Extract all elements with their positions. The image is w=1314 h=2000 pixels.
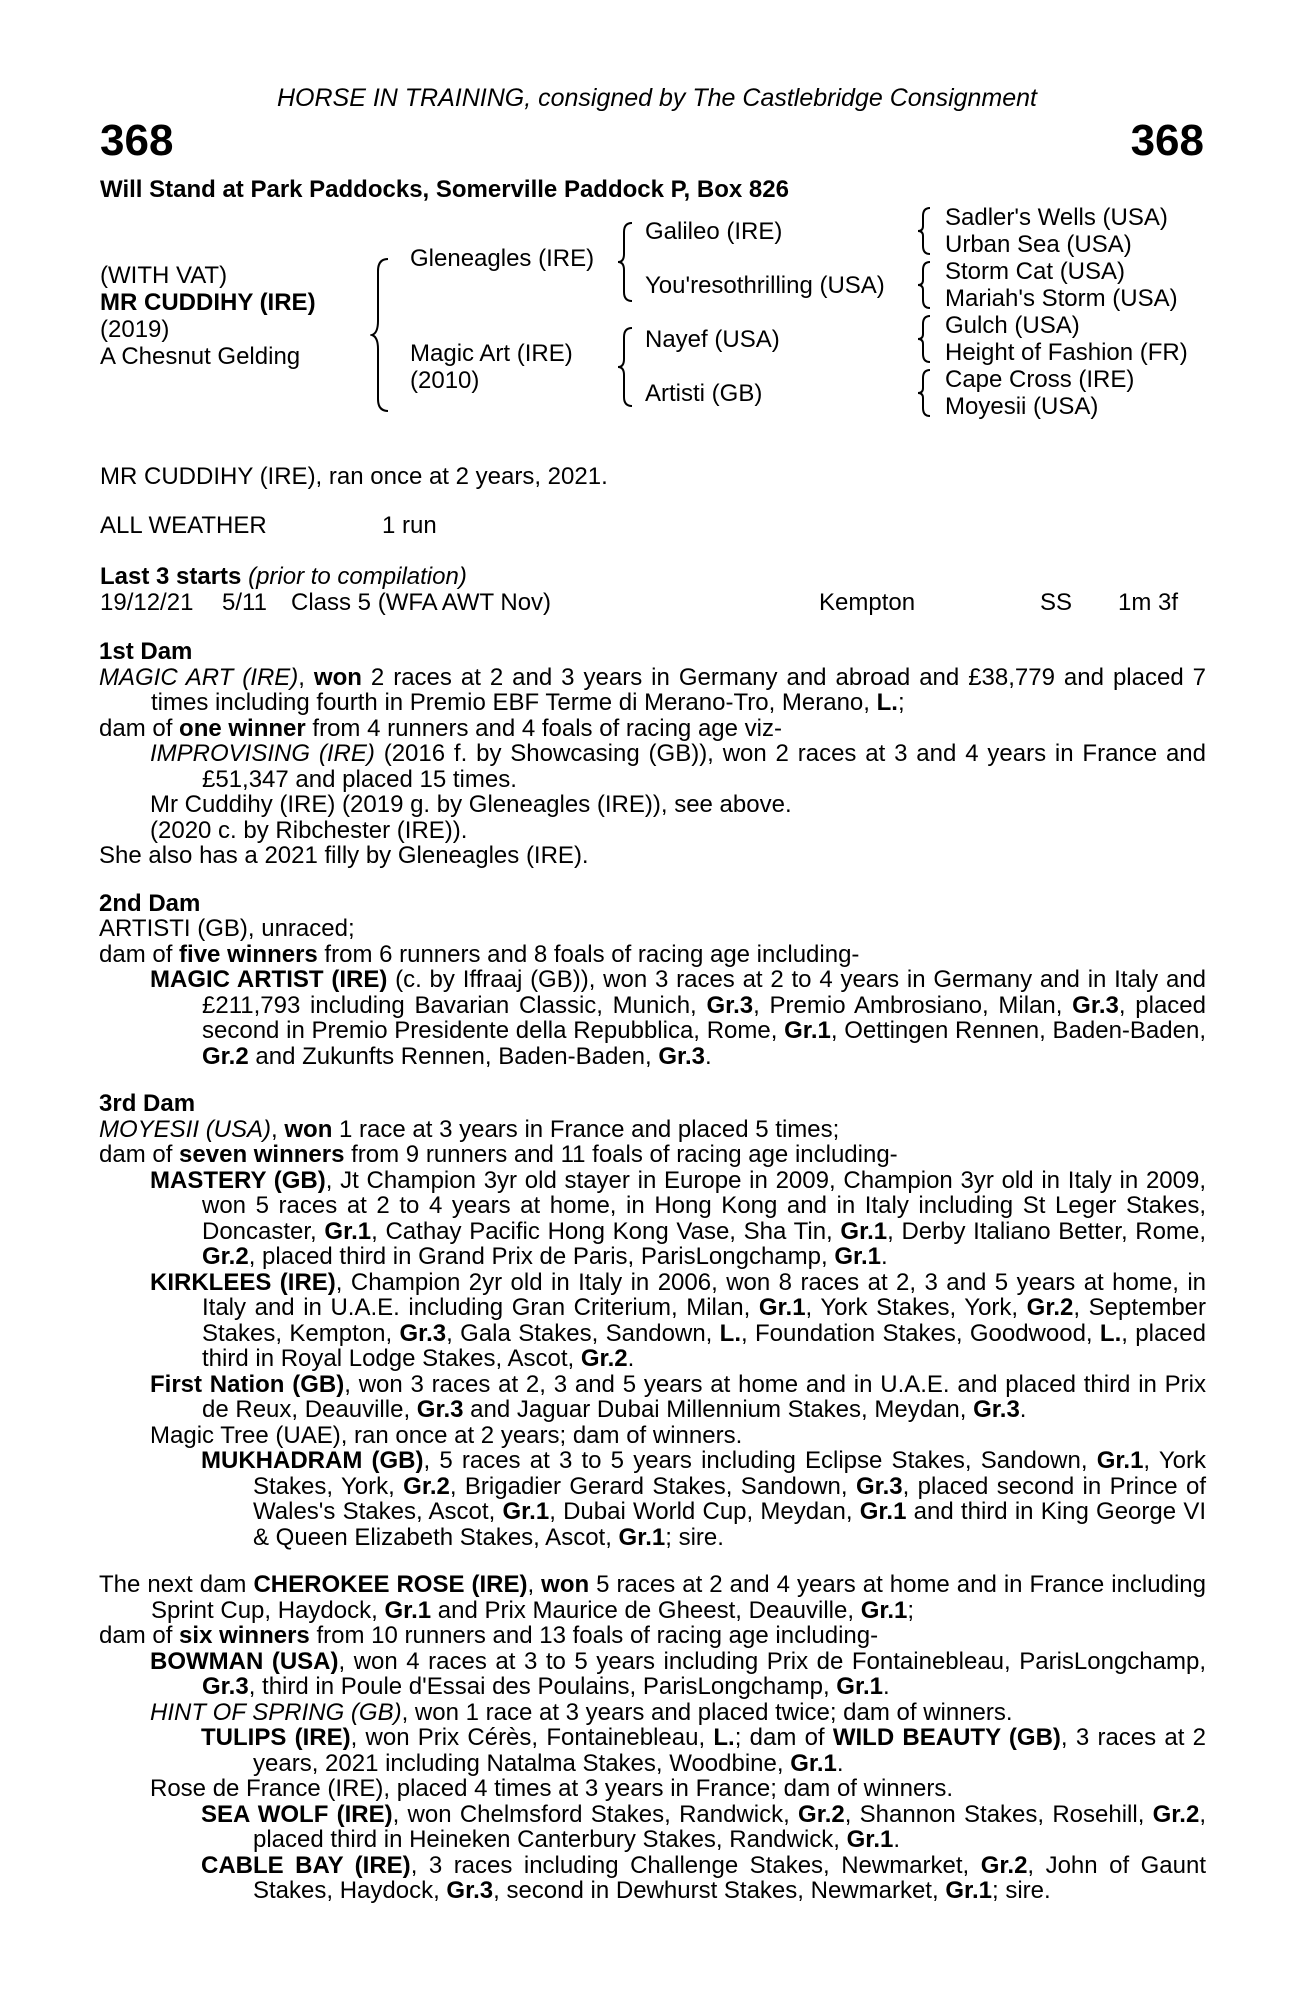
pedigree-brace-sire: [616, 220, 638, 304]
start-distance: 1m 3f: [1118, 589, 1179, 616]
grade: Gr.1: [384, 1596, 432, 1624]
pedigree-brace-g3: [916, 314, 936, 364]
sea-wolf-text-a: , won Chelmsford Stakes, Randwick,: [392, 1800, 799, 1828]
cable-bay-text-d: ; sire.: [992, 1877, 1051, 1904]
location-line: Will Stand at Park Paddocks, Somerville Paddock P, Box 826: [100, 176, 789, 203]
pedigree-brace-g1: [916, 206, 936, 256]
grade: Gr.3: [706, 991, 754, 1019]
grade: Gr.2: [403, 1472, 450, 1500]
dam2-winners: five winners: [179, 940, 318, 968]
horse-year: (2019): [100, 316, 170, 343]
start-date: 19/12/21: [100, 589, 194, 616]
summary-intro: MR CUDDIHY (IRE), ran once at 2 years, 2021.: [100, 463, 608, 490]
lot-number-left: 368: [100, 116, 174, 165]
grade: Gr.1: [836, 1673, 883, 1700]
pedigree-brace-g4: [916, 368, 936, 418]
surface-label: ALL WEATHER: [100, 512, 267, 539]
bowman-text-c: .: [882, 1673, 890, 1700]
ancestor-6: Height of Fashion (FR): [945, 339, 1188, 366]
mukhadram-text-e: , Dubai World Cup, Meydan,: [549, 1498, 860, 1525]
ancestor-5: Gulch (USA): [945, 312, 1080, 339]
grade: Gr.1: [324, 1217, 372, 1245]
start-going: SS: [1040, 589, 1073, 616]
dam3-damof: dam of: [99, 1141, 180, 1168]
last-starts-title: Last 3 starts: [100, 563, 242, 590]
bowman-text-b: , third in Poule d'Essai des Poulains, ParisLongchamp,: [248, 1673, 837, 1700]
tulips-text-b: ; dam of: [734, 1724, 833, 1751]
dam1-produce-3: (2020 c. by Ribchester (IRE)).: [150, 816, 468, 844]
next-dam-won: won: [541, 1571, 590, 1598]
dam3-produce-line: [99, 1142, 1206, 1168]
kirklees-text-f: , placed third in Royal Lodge Stakes, Ascot,: [202, 1319, 1206, 1372]
mukhadram-text-f: and third in King George VI & Queen Elizabeth Stakes, Ascot,: [253, 1498, 1206, 1551]
grade: Gr.3: [658, 1042, 706, 1070]
sire: Gleneagles (IRE): [410, 245, 595, 272]
grade: L.: [1099, 1319, 1122, 1347]
dam-year: (2010): [410, 367, 480, 394]
hint-of-spring-name: HINT OF SPRING (GB): [150, 1698, 402, 1726]
sire-sire: Galileo (IRE): [645, 218, 783, 245]
next-dam-foals: from 10 runners and 13 foals of racing age including-: [309, 1622, 879, 1649]
dam3-foals: from 9 runners and 11 foals of racing age including-: [344, 1141, 898, 1168]
cable-bay-name: CABLE BAY (IRE): [201, 1851, 411, 1879]
grade: Gr.3: [1072, 991, 1119, 1019]
magic-artist-text-b: , Premio Ambrosiano, Milan,: [753, 991, 1073, 1019]
mastery-text-a: , Jt Champion 3yr old stayer in Europe in 2009, Champion 3yr old in Italy in 2009, won 5 races at 2 to 4 years at home, in Hong Kong and in Italy including St Leger Stakes, Doncaster,: [202, 1166, 1206, 1245]
grade: Gr.3: [202, 1673, 249, 1700]
kirklees-text-b: , York Stakes, York,: [805, 1294, 1027, 1321]
tulips-text-c: , 3 races at 2 years, 2021 including Natalma Stakes, Woodbine,: [253, 1724, 1207, 1777]
start-course: Kempton: [819, 589, 916, 616]
dam1-also: She also has a 2021 filly by Gleneagles (IRE).: [99, 842, 589, 869]
grade: Gr.1: [834, 1243, 882, 1270]
next-dam-record: [99, 1572, 1206, 1623]
cable-bay-text-a: , 3 races including Challenge Stakes, Newmarket,: [410, 1851, 981, 1879]
kirklees-name: KIRKLEES (IRE): [150, 1268, 336, 1296]
mukhadram-text-d: , placed second in Prince of Wales's Stakes, Ascot,: [253, 1472, 1206, 1525]
sea-wolf-text-b: , Shannon Stakes, Rosehill,: [844, 1800, 1153, 1828]
cable-bay-text-b: , John of Gaunt Stakes, Haydock,: [253, 1851, 1207, 1904]
grade: Gr.2: [202, 1042, 249, 1070]
dam1-produce-line: [99, 716, 1206, 742]
grade: Gr.3: [399, 1319, 447, 1347]
kirklees-entry: [99, 1270, 1206, 1372]
dam3-winners: seven winners: [179, 1141, 345, 1168]
sea-wolf-text-c: , placed third in Heineken Canterbury Stakes, Randwick,: [253, 1800, 1206, 1853]
next-dam-lead: The next dam: [99, 1571, 254, 1598]
next-dam-text-a: 5 races at 2 and 4 years at home and in France including Sprint Cup, Haydock,: [151, 1571, 1206, 1624]
mukhadram-text-g: ; sire.: [665, 1523, 724, 1551]
kirklees-text-c: , September Stakes, Kempton,: [202, 1294, 1207, 1347]
dam1-heading: 1st Dam: [99, 638, 193, 665]
kirklees-text-a: , Champion 2yr old in Italy in 2006, won 8 races at 2, 3 and 5 years at home, in Italy and in U.A.E. including Gran Criterium, Milan,: [202, 1268, 1206, 1321]
dam1-produce-1: [99, 741, 1206, 792]
dam2-record: ARTISTI (GB), unraced;: [99, 915, 355, 942]
kirklees-text-d: , Gala Stakes, Sandown,: [446, 1319, 720, 1347]
grade: Gr.2: [980, 1851, 1028, 1879]
magic-artist-text-a: (c. by Iffraaj (GB)), won 3 races at 2 to 4 years in Germany and in Italy and £211,793 including Bavarian Classic, Munich,: [202, 966, 1206, 1019]
hint-of-spring-entry: [99, 1700, 1206, 1726]
mukhadram-name: MUKHADRAM (GB): [201, 1447, 424, 1474]
last-starts-heading: [100, 563, 467, 590]
mastery-name: MASTERY (GB): [150, 1166, 326, 1194]
pedigree-brace-g2: [916, 260, 936, 310]
sea-wolf-entry: [99, 1802, 1206, 1853]
sire-dam: You'resothrilling (USA): [645, 272, 885, 299]
magic-artist-text-e: and Zukunfts Rennen, Baden-Baden,: [248, 1042, 659, 1070]
ancestor-8: Moyesii (USA): [945, 393, 1099, 420]
improvising-name: IMPROVISING (IRE): [150, 740, 375, 767]
horse-description: A Chesnut Gelding: [100, 343, 301, 370]
next-dam-damof: dam of: [99, 1622, 180, 1649]
magic-artist-text-f: .: [705, 1042, 712, 1070]
kirklees-text-e: , Foundation Stakes, Goodwood,: [741, 1319, 1100, 1347]
mukhadram-text-a: , 5 races at 3 to 5 years including Eclipse Stakes, Sandown,: [423, 1447, 1097, 1474]
start-race: Class 5 (WFA AWT Nov): [291, 589, 552, 616]
grade: Gr.1: [859, 1498, 907, 1525]
first-nation-text-b: and Jaguar Dubai Millennium Stakes, Meydan,: [463, 1396, 974, 1423]
dam3-name: MOYESII (USA): [99, 1115, 272, 1143]
dam1-record: MAGIC ART (IRE), won 2 races at 2 and 3 years in Germany and abroad and £38,779 and placed 7 times including fourth in Premio EBF Terme di Merano-Tro, Merano, L.;: [99, 663, 1206, 716]
mukhadram-entry: [99, 1448, 1206, 1550]
consignment-header: HORSE IN TRAINING, consigned by The Castlebridge Consignment: [276, 84, 1038, 112]
lot-number-right: 368: [1130, 116, 1204, 165]
grade: Gr.2: [580, 1345, 628, 1372]
kirklees-text-g: .: [627, 1345, 635, 1372]
grade: L.: [719, 1319, 741, 1347]
dam1-damof: dam of: [99, 714, 180, 742]
mastery-text-e: .: [881, 1243, 888, 1270]
grade: Gr.3: [446, 1877, 494, 1904]
next-dam-produce-line: [99, 1623, 1206, 1649]
grade: Gr.1: [840, 1217, 888, 1245]
dam1-record-end: ;: [897, 689, 905, 716]
family-body: [99, 639, 1206, 1904]
dam3-won: won: [284, 1115, 333, 1143]
ancestor-2: Urban Sea (USA): [945, 231, 1132, 258]
grade: Gr.2: [202, 1243, 249, 1270]
mastery-text-b: , Cathay Pacific Hong Kong Vase, Sha Tin,: [371, 1217, 841, 1245]
rose-de-france-entry: Rose de France (IRE), placed 4 times at 3 years in France; dam of winners.: [150, 1775, 954, 1802]
tulips-name: TULIPS (IRE): [201, 1724, 351, 1751]
grade: Gr.1: [502, 1498, 550, 1525]
next-dam-sep: ,: [527, 1571, 542, 1598]
dam1-winners: one winner: [179, 714, 306, 742]
grade: Gr.2: [1152, 1800, 1200, 1828]
dam2-damof: dam of: [99, 940, 180, 968]
ancestor-4: Mariah's Storm (USA): [945, 285, 1178, 312]
grade: Gr.2: [1026, 1294, 1074, 1321]
bowman-name: BOWMAN (USA): [150, 1647, 339, 1675]
horse-name: MR CUDDIHY (IRE): [100, 289, 316, 316]
grade: Gr.1: [790, 1749, 837, 1777]
bowman-entry: [99, 1649, 1206, 1700]
dam2-heading: 2nd Dam: [99, 889, 201, 917]
grade: Gr.1: [618, 1523, 666, 1551]
grade: Gr.2: [798, 1800, 845, 1828]
tulips-text-a: , won Prix Cérès, Fontainebleau,: [350, 1724, 714, 1751]
surface-runs: 1 run: [382, 512, 437, 539]
mukhadram-text-b: , York Stakes, York,: [253, 1447, 1206, 1500]
cable-bay-text-c: , second in Dewhurst Stakes, Newmarket,: [493, 1877, 946, 1904]
magic-artist-text-d: , Oettingen Rennen, Baden-Baden,: [830, 1017, 1206, 1044]
dam1-grade: L.: [876, 689, 898, 716]
mastery-text-c: , Derby Italiano Better, Rome,: [887, 1217, 1206, 1245]
grade: Gr.1: [846, 1826, 894, 1853]
first-nation-text-a: , won 3 races at 2, 3 and 5 years at home and in U.A.E. and placed third in Prix de Reux, Deauville,: [202, 1370, 1206, 1423]
grade: L.: [713, 1724, 735, 1751]
grade: Gr.3: [973, 1396, 1020, 1423]
sea-wolf-name: SEA WOLF (IRE): [201, 1800, 393, 1828]
next-dam-winners: six winners: [179, 1622, 310, 1649]
grade: Gr.1: [758, 1294, 806, 1321]
dam2-foals: from 6 runners and 8 foals of racing age including-: [317, 940, 860, 968]
pedigree-brace-dam: [616, 325, 638, 409]
last-starts-note: (prior to compilation): [248, 563, 467, 590]
wild-beauty-name: WILD BEAUTY (GB): [832, 1724, 1061, 1751]
improvising-text: (2016 f. by Showcasing (GB)), won 2 races at 3 and 4 years in France and £51,347 and placed 15 times.: [202, 740, 1207, 793]
grade: Gr.1: [860, 1596, 908, 1624]
bowman-text-a: , won 4 races at 3 to 5 years including Prix de Fontainebleau, ParisLongchamp,: [338, 1647, 1206, 1675]
mukhadram-text-c: , Brigadier Gerard Stakes, Sandown,: [449, 1472, 856, 1500]
first-nation-text-c: .: [1019, 1396, 1027, 1423]
cable-bay-entry: [99, 1853, 1206, 1904]
hint-of-spring-text: , won 1 race at 3 years and placed twice; dam of winners.: [401, 1698, 1013, 1726]
next-dam-name: CHEROKEE ROSE (IRE): [253, 1571, 528, 1598]
pedigree-brace-main: [370, 255, 400, 415]
mastery-entry: [99, 1168, 1206, 1270]
grade: Gr.3: [855, 1472, 903, 1500]
dam3-record: MOYESII (USA), won 1 race at 3 years in France and placed 5 times;: [99, 1115, 840, 1143]
dam2-produce-line: [99, 942, 1206, 968]
first-nation-name: First Nation (GB): [150, 1370, 345, 1398]
dam1-won: won: [313, 663, 362, 691]
dam: Magic Art (IRE): [410, 340, 573, 367]
tulips-entry: [99, 1725, 1206, 1776]
grade: Gr.1: [1096, 1447, 1144, 1474]
magic-artist-text-c: , placed second in Premio Presidente della Repubblica, Rome,: [202, 991, 1206, 1044]
dam-dam: Artisti (GB): [645, 380, 763, 407]
dam-sire: Nayef (USA): [645, 326, 780, 353]
ancestor-3: Storm Cat (USA): [945, 258, 1126, 285]
vat-note: (WITH VAT): [100, 262, 228, 289]
ancestor-1: Sadler's Wells (USA): [945, 204, 1168, 231]
grade: Gr.3: [416, 1396, 464, 1423]
ancestor-7: Cape Cross (IRE): [945, 366, 1135, 393]
start-position: 5/11: [222, 589, 267, 616]
grade: Gr.1: [945, 1877, 993, 1904]
first-nation-entry: [99, 1372, 1206, 1423]
grade: Gr.1: [784, 1017, 831, 1044]
dam1-produce-2: Mr Cuddihy (IRE) (2019 g. by Gleneagles (IRE)), see above.: [150, 791, 792, 818]
dam3-heading: 3rd Dam: [99, 1090, 196, 1117]
dam1-name: MAGIC ART (IRE): [99, 663, 299, 691]
next-dam-text-b: and Prix Maurice de Gheest, Deauville,: [431, 1596, 861, 1624]
sea-wolf-text-d: .: [893, 1826, 901, 1853]
dam1-foals: from 4 runners and 4 foals of racing age viz-: [305, 714, 782, 742]
tulips-text-d: .: [836, 1749, 844, 1777]
magic-artist-name: MAGIC ARTIST (IRE): [150, 966, 388, 993]
dam1-record-text: 2 races at 2 and 3 years in Germany and abroad and £38,779 and placed 7 times including fourth in Premio EBF Terme di Merano-Tro, Merano,: [151, 663, 1206, 716]
magic-tree-entry: Magic Tree (UAE), ran once at 2 years; dam of winners.: [150, 1421, 743, 1449]
magic-artist-entry: [99, 967, 1206, 1069]
dam3-record-text: 1 race at 3 years in France and placed 5 times;: [332, 1115, 840, 1143]
next-dam-text-c: ;: [907, 1596, 915, 1624]
mastery-text-d: , placed third in Grand Prix de Paris, ParisLongchamp,: [248, 1243, 835, 1270]
